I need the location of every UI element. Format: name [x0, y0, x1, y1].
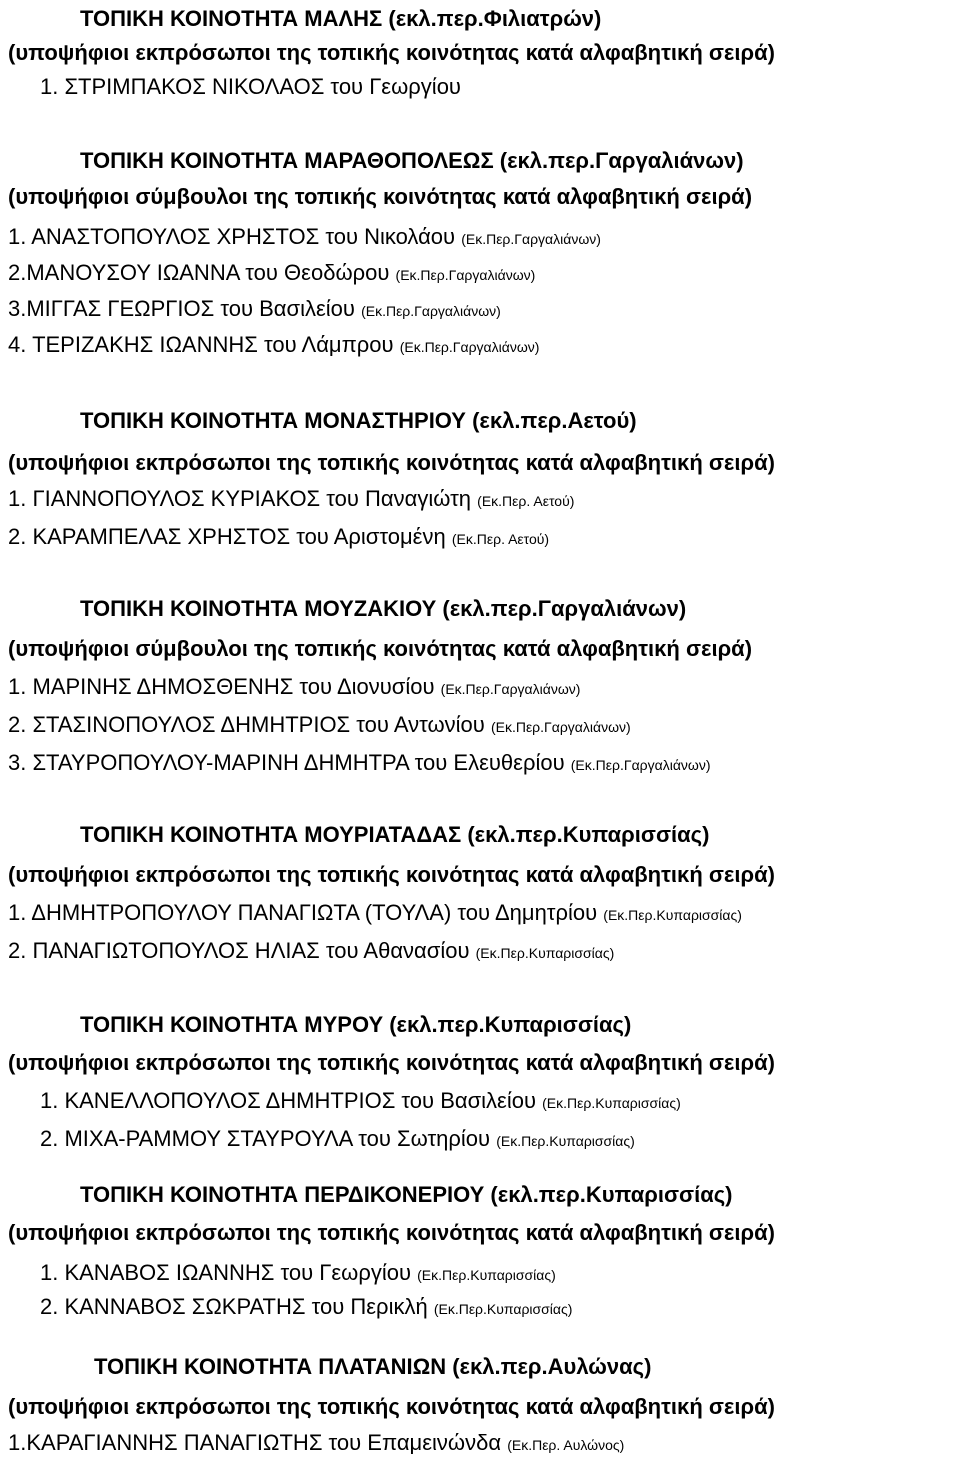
candidate-district: (Εκ.Περ. Αυλώνος) [507, 1437, 625, 1453]
candidate-district: (Εκ.Περ.Κυπαρισσίας) [603, 907, 742, 923]
candidate [8, 752, 711, 774]
candidate-name: 2. ΜΙΧΑ-ΡΑΜΜΟΥ ΣΤΑΥΡΟΥΛΑ του Σωτηρίου [40, 1126, 491, 1151]
candidate [8, 262, 535, 284]
candidate-name: 1. ΑΝΑΣΤΟΠΟΥΛΟΣ ΧΡΗΣΤΟΣ του Νικολάου [8, 224, 456, 249]
candidate-district: (Εκ.Περ.Γαργαλιάνων) [440, 681, 581, 697]
section-subtitle: (υποψήφιοι εκπρόσωποι της τοπικής κοινότητας κατά αλφαβητική σειρά) [8, 1394, 775, 1419]
section-title: ΤΟΠΙΚΗ ΚΟΙΝΟΤΗΤΑ ΜΑΡΑΘΟΠΟΛΕΩΣ (εκλ.περ.Γαργαλιάνων) [80, 148, 744, 173]
candidate-name: 1. ΓΙΑΝΝΟΠΟΥΛΟΣ ΚΥΡΙΑΚΟΣ του Παναγιώτη [8, 486, 472, 511]
candidate-district: (Εκ.Περ.Γαργαλιάνων) [461, 231, 601, 247]
candidate [8, 902, 742, 924]
candidate-district: (Εκ.Περ. Αετού) [477, 493, 575, 509]
candidate [40, 76, 461, 98]
candidate-district: (Εκ.Περ.Κυπαρισσίας) [496, 1133, 635, 1149]
candidate-district: (Εκ.Περ.Κυπαρισσίας) [417, 1267, 556, 1283]
candidate-name: 3. ΣΤΑΥΡΟΠΟΥΛΟΥ-ΜΑΡΙΝΗ ΔΗΜΗΤΡΑ του Ελευθερίου [8, 750, 565, 775]
candidate-name: 1. ΣΤΡΙΜΠΑΚΟΣ ΝΙΚΟΛΑΟΣ του Γεωργίου [40, 74, 461, 99]
candidate-name: 3.ΜΙΓΓΑΣ ΓΕΩΡΓΙΟΣ του Βασιλείου [8, 296, 355, 321]
section-subtitle: (υποψήφιοι εκπρόσωποι της τοπικής κοινότητας κατά αλφαβητική σειρά) [8, 1050, 775, 1075]
section-title: ΤΟΠΙΚΗ ΚΟΙΝΟΤΗΤΑ ΜΟΝΑΣΤΗΡΙΟΥ (εκλ.περ.Αετού) [80, 408, 637, 433]
candidate-name: 1. ΚΑΝΑΒΟΣ ΙΩΑΝΝΗΣ του Γεωργίου [40, 1260, 412, 1285]
candidate-name: 2. ΣΤΑΣΙΝΟΠΟΥΛΟΣ ΔΗΜΗΤΡΙΟΣ του Αντωνίου [8, 712, 485, 737]
candidate-name: 1. ΔΗΜΗΤΡΟΠΟΥΛΟΥ ΠΑΝΑΓΙΩΤΑ (ΤΟΥΛΑ) του Δημητρίου [8, 900, 598, 925]
candidate [8, 226, 601, 248]
candidate-district: (Εκ.Περ.Γαργαλιάνων) [399, 339, 540, 355]
candidate-name: 2. ΚΑΡΑΜΠΕΛΑΣ ΧΡΗΣΤΟΣ του Αριστομένη [8, 524, 446, 549]
section-title: ΤΟΠΙΚΗ ΚΟΙΝΟΤΗΤΑ ΜΟΥΖΑΚΙΟΥ (εκλ.περ.Γαργαλιάνων) [80, 596, 687, 621]
candidate-name: 2.ΜΑΝΟΥΣΟΥ ΙΩΑΝΝΑ του Θεοδώρου [8, 260, 390, 285]
candidate-district: (Εκ.Περ.Κυπαρισσίας) [433, 1301, 573, 1317]
section-title: ΤΟΠΙΚΗ ΚΟΙΝΟΤΗΤΑ ΠΛΑΤΑΝΙΩΝ (εκλ.περ.Αυλώνας) [94, 1354, 652, 1379]
candidate [40, 1128, 635, 1150]
candidate [40, 1296, 572, 1318]
candidate-name: 4. ΤΕΡΙΖΑΚΗΣ ΙΩΑΝΝΗΣ του Λάμπρου [8, 332, 394, 357]
candidate [40, 1090, 681, 1112]
candidate-name: 1.ΚΑΡΑΓΙΑΝΝΗΣ ΠΑΝΑΓΙΩΤΗΣ του Επαμεινώνδα [8, 1430, 502, 1455]
candidate-district: (Εκ.Περ.Γαργαλιάνων) [361, 303, 501, 319]
candidate-district: (Εκ.Περ.Κυπαρισσίας) [475, 945, 615, 961]
section-subtitle: (υποψήφιοι σύμβουλοι της τοπικής κοινότητας κατά αλφαβητική σειρά) [8, 636, 753, 661]
candidate-name: 2. ΚΑΝΝΑΒΟΣ ΣΩΚΡΑΤΗΣ του Περικλή [40, 1294, 428, 1319]
candidate [8, 676, 580, 698]
candidate-district: (Εκ.Περ.Γαργαλιάνων) [395, 267, 536, 283]
candidate [8, 334, 539, 356]
section-title: ΤΟΠΙΚΗ ΚΟΙΝΟΤΗΤΑ ΜΟΥΡΙΑΤΑΔΑΣ (εκλ.περ.Κυπαρισσίας) [80, 822, 710, 847]
candidate-district: (Εκ.Περ. Αετού) [451, 531, 550, 547]
section-subtitle: (υποψήφιοι εκπρόσωποι της τοπικής κοινότητας κατά αλφαβητική σειρά) [8, 1220, 775, 1245]
candidate [8, 1432, 624, 1454]
section-subtitle: (υποψήφιοι σύμβουλοι της τοπικής κοινότητας κατά αλφαβητική σειρά) [8, 184, 753, 209]
section-subtitle: (υποψήφιοι εκπρόσωποι της τοπικής κοινότητας κατά αλφαβητική σειρά) [8, 862, 775, 887]
candidate [8, 940, 614, 962]
candidate [8, 488, 574, 510]
section-title: ΤΟΠΙΚΗ ΚΟΙΝΟΤΗΤΑ ΜΑΛΗΣ (εκλ.περ.Φιλιατρών) [80, 6, 602, 31]
candidate-district: (Εκ.Περ.Γαργαλιάνων) [570, 757, 711, 773]
section-title: ΤΟΠΙΚΗ ΚΟΙΝΟΤΗΤΑ ΜΥΡΟΥ (εκλ.περ.Κυπαρισσίας) [80, 1012, 632, 1037]
section-subtitle: (υποψήφιοι εκπρόσωποι της τοπικής κοινότητας κατά αλφαβητική σειρά) [8, 40, 775, 65]
candidate [40, 1262, 556, 1284]
section-subtitle: (υποψήφιοι εκπρόσωποι της τοπικής κοινότητας κατά αλφαβητική σειρά) [8, 450, 775, 475]
candidate-name: 2. ΠΑΝΑΓΙΩΤΟΠΟΥΛΟΣ ΗΛΙΑΣ του Αθανασίου [8, 938, 470, 963]
candidate [8, 298, 501, 320]
candidate [8, 526, 549, 548]
candidate-district: (Εκ.Περ.Κυπαρισσίας) [542, 1095, 681, 1111]
section-title: ΤΟΠΙΚΗ ΚΟΙΝΟΤΗΤΑ ΠΕΡΔΙΚΟΝΕΡΙΟΥ (εκλ.περ.Κυπαρισσίας) [80, 1182, 733, 1207]
candidate-district: (Εκ.Περ.Γαργαλιάνων) [490, 719, 631, 735]
candidate-name: 1. ΜΑΡΙΝΗΣ ΔΗΜΟΣΘΕΝΗΣ του Διονυσίου [8, 674, 435, 699]
candidate [8, 714, 631, 736]
candidate-name: 1. ΚΑΝΕΛΛΟΠΟΥΛΟΣ ΔΗΜΗΤΡΙΟΣ του Βασιλείου [40, 1088, 537, 1113]
